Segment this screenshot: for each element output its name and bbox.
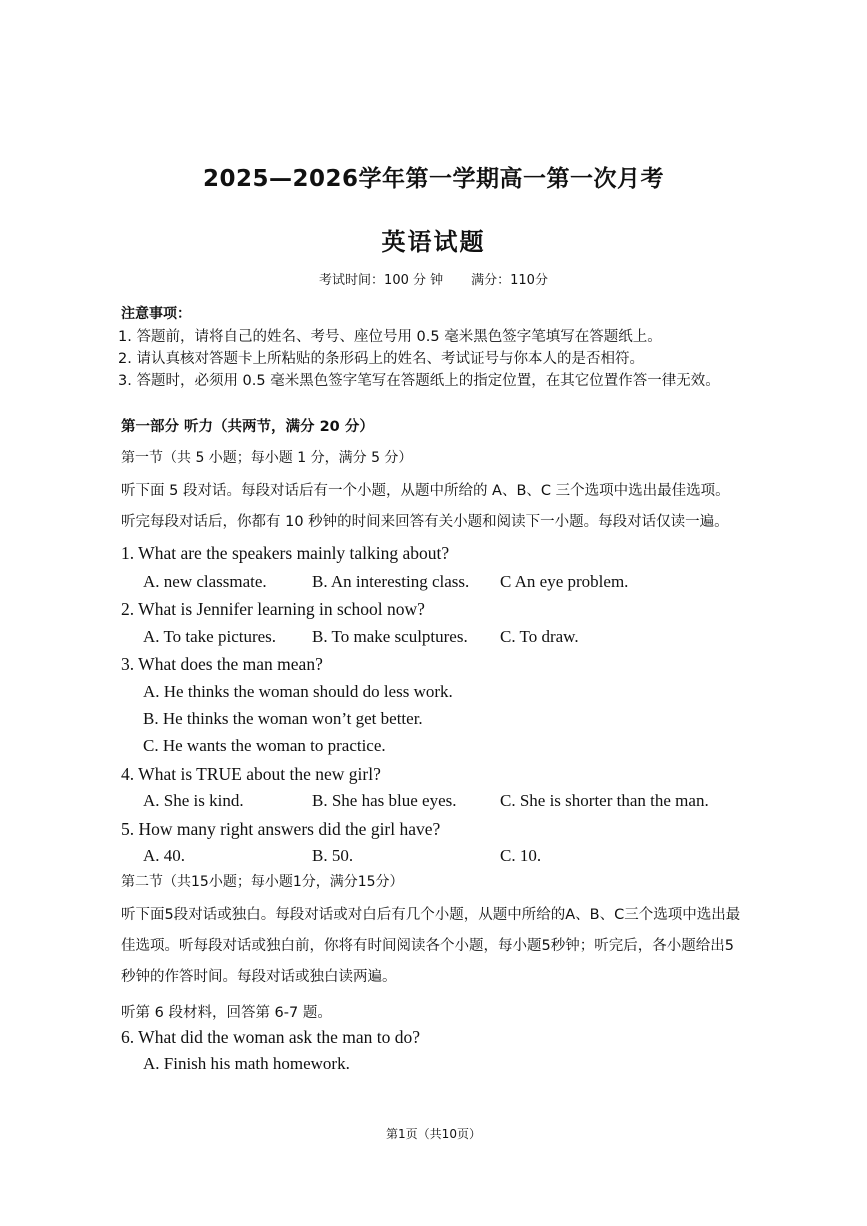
exam-info xyxy=(0,269,867,288)
question-1-option-b: B. An interesting class. xyxy=(312,572,470,591)
question-1-stem: 1. What are the speakers mainly talking about? xyxy=(121,543,450,563)
question-3-option-c: C. He wants the woman to practice. xyxy=(143,736,386,755)
question-3-option-b: B. He thinks the woman won’t get better. xyxy=(143,709,423,728)
exam-title: 2025—2026学年第一学期高一第一次月考 xyxy=(202,166,665,192)
question-5-option-b: B. 50. xyxy=(312,846,354,865)
part1-title: 第一部分 听力（共两节，满分 20 分） xyxy=(121,419,374,435)
question-6-stem: 6. What did the woman ask the man to do? xyxy=(121,1027,421,1047)
question-6-option-a: A. Finish his math homework. xyxy=(143,1054,350,1073)
section2-title: 第二节（共15小题；每小题1分，满分15分） xyxy=(121,874,404,890)
page-footer: 第1页（共10页） xyxy=(386,1127,481,1141)
section2-instruction: 佳选项。听每段对话或独白前，你将有时间阅读各个小题，每小题5秒钟；听完后，各小题给出5 xyxy=(121,938,734,954)
material-6-label: 听第 6 段材料，回答第 6-7 题。 xyxy=(121,1005,332,1021)
question-4-option-a: A. She is kind. xyxy=(143,791,244,810)
full-score: 满分：110分 xyxy=(471,273,548,288)
question-1-option-c: C An eye problem. xyxy=(500,572,629,591)
question-2-option-c: C. To draw. xyxy=(500,627,579,646)
notice-heading: 注意事项： xyxy=(121,306,191,322)
notice-item: 1. 答题前，请将自己的姓名、考号、座位号用 0.5 毫米黑色签字笔填写在答题纸上。 xyxy=(118,329,662,345)
question-1-option-a: A. new classmate. xyxy=(143,572,267,591)
section2-instruction: 听下面5段对话或独白。每段对话或对白后有几个小题，从题中所给的A、B、C三个选项中选出最 xyxy=(121,907,741,923)
notice-item: 3. 答题时，必须用 0.5 毫米黑色签字笔写在答题纸上的指定位置，在其它位置作答一律无效。 xyxy=(118,373,720,389)
question-2-option-b: B. To make sculptures. xyxy=(312,627,468,646)
question-5-stem: 5. How many right answers did the girl have? xyxy=(121,819,441,839)
question-5-option-a: A. 40. xyxy=(143,846,186,865)
question-4-option-b: B. She has blue eyes. xyxy=(312,791,457,810)
section1-instruction: 听完每段对话后，你都有 10 秒钟的时间来回答有关小题和阅读下一小题。每段对话仅读一遍。 xyxy=(121,514,729,530)
question-3-stem: 3. What does the man mean? xyxy=(121,654,323,674)
question-5-option-c: C. 10. xyxy=(500,846,542,865)
subject-title: 英语试题 xyxy=(381,228,486,256)
section2-instruction: 秒钟的作答时间。每段对话或独白读两遍。 xyxy=(121,969,397,985)
question-4-option-c: C. She is shorter than the man. xyxy=(500,791,709,810)
exam-time: 考试时间：100 分 钟 xyxy=(319,273,444,288)
question-4-stem: 4. What is TRUE about the new girl? xyxy=(121,764,381,784)
question-2-stem: 2. What is Jennifer learning in school now? xyxy=(121,599,425,619)
question-3-option-a: A. He thinks the woman should do less work. xyxy=(143,682,453,701)
question-2-option-a: A. To take pictures. xyxy=(143,627,277,646)
section1-instruction: 听下面 5 段对话。每段对话后有一个小题，从题中所给的 A、B、C 三个选项中选出最佳选项。 xyxy=(121,483,730,499)
section1-title: 第一节（共 5 小题；每小题 1 分，满分 5 分） xyxy=(121,450,413,466)
notice-item: 2. 请认真核对答题卡上所粘贴的条形码上的姓名、考试证号与你本人的是否相符。 xyxy=(118,351,644,367)
